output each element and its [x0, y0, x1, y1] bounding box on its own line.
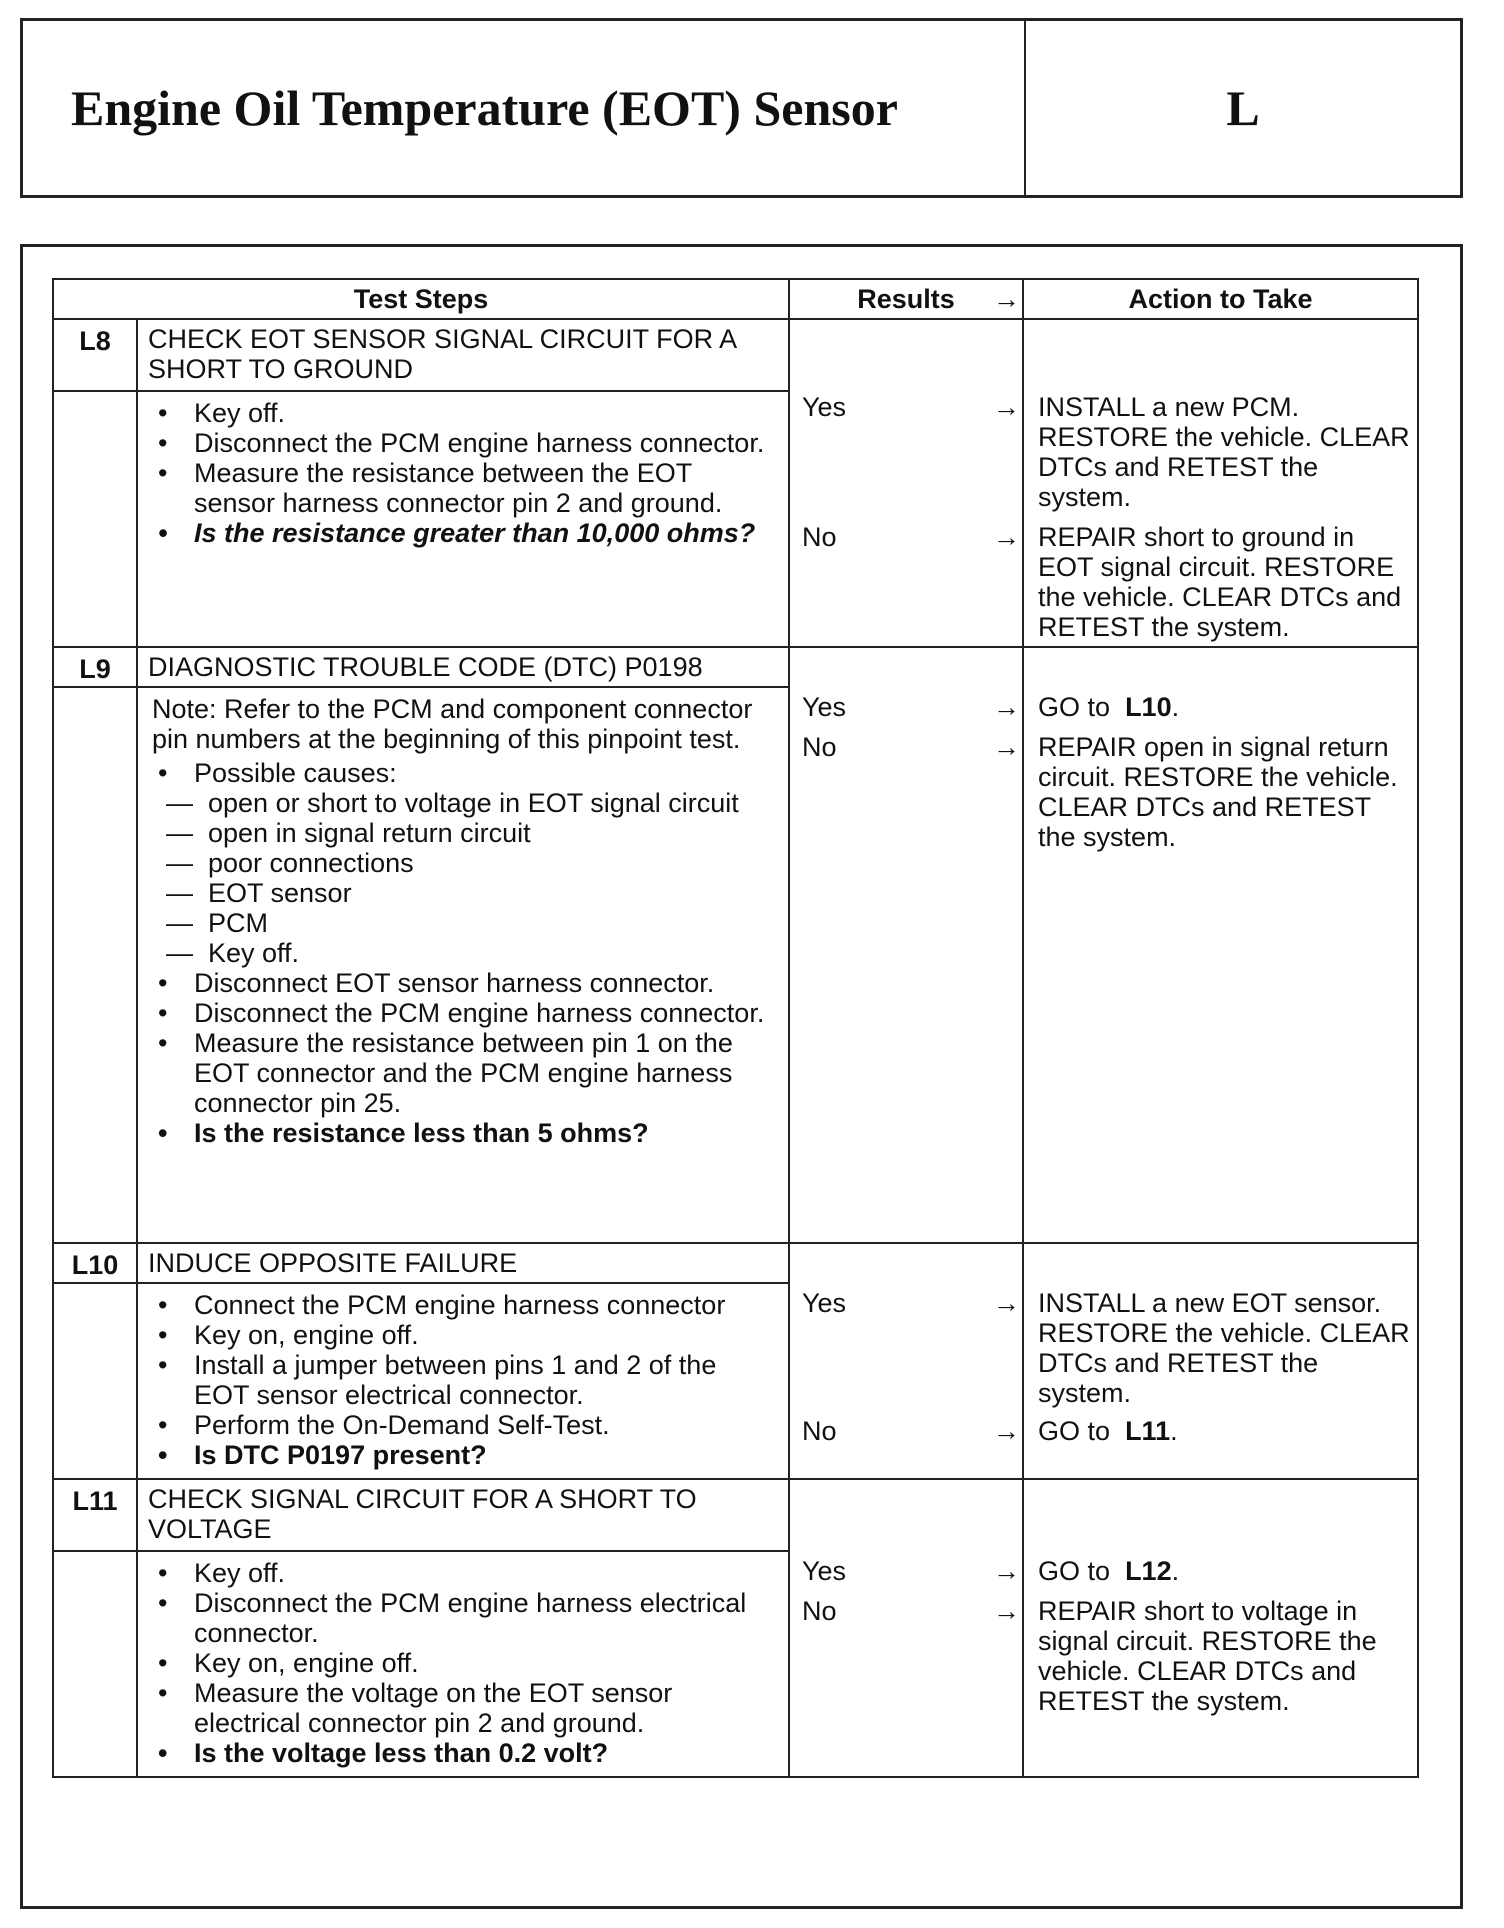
arrow-icon: →: [993, 392, 1021, 422]
action-yes: GO to L12.: [1038, 1556, 1180, 1586]
step-title: INDUCE OPPOSITE FAILURE: [137, 1243, 789, 1283]
list-item: • Install a jumper between pins 1 and 2 of the EOT sensor electrical connector.: [152, 1350, 778, 1410]
list-item: • Perform the On-Demand Self-Test.: [152, 1410, 778, 1440]
result-no: No: [802, 732, 837, 762]
result-yes: Yes: [802, 1556, 847, 1586]
action-yes: INSTALL a new PCM. RESTORE the vehicle. CLEAR DTCs and RETEST the system.: [1038, 392, 1410, 512]
step-title-row-l8: [53, 319, 1418, 391]
step-title-row-l11: [53, 1479, 1418, 1551]
step-question: • Is DTC P0197 present?: [152, 1440, 778, 1470]
step-id: L10: [53, 1243, 137, 1283]
list-item: • Disconnect the PCM engine harness connector.: [152, 998, 778, 1028]
list-item: • Disconnect EOT sensor harness connector.: [152, 968, 778, 998]
cause-item: — open or short to voltage in EOT signal circuit: [152, 788, 778, 818]
step-results: [789, 1243, 1023, 1479]
arrow-icon: →: [993, 692, 1021, 722]
step-id: L8: [53, 319, 137, 391]
arrow-icon: →: [993, 522, 1021, 552]
list-item: • Key off.: [152, 398, 778, 428]
step-question: • Is the voltage less than 0.2 volt?: [152, 1738, 778, 1768]
step-actions: [1023, 647, 1418, 1243]
arrow-icon: →: [993, 1288, 1021, 1318]
action-no: REPAIR short to voltage in signal circuit. RESTORE the vehicle. CLEAR DTCs and RETEST the system.: [1038, 1596, 1377, 1716]
result-yes: Yes: [802, 392, 847, 422]
step-question: • Is the resistance less than 5 ohms?: [152, 1118, 778, 1148]
pinpoint-test-table: [52, 278, 1419, 1778]
step-body: [137, 391, 789, 647]
list-item: • Key on, engine off.: [152, 1648, 778, 1678]
cause-item: — open in signal return circuit: [152, 818, 778, 848]
goto-step-link[interactable]: L12: [1125, 1556, 1172, 1586]
step-body: [137, 687, 789, 1243]
col-header-results-label: Results: [857, 284, 955, 314]
step-question: • Is the resistance greater than 10,000 ohms?: [152, 518, 778, 548]
arrow-icon: →: [993, 284, 1021, 314]
list-item: • Measure the resistance between the EOT sensor harness connector pin 2 and ground.: [152, 458, 778, 518]
list-item: • Key on, engine off.: [152, 1320, 778, 1350]
goto-step-link[interactable]: L10: [1125, 692, 1172, 722]
result-no: No: [802, 522, 837, 552]
col-header-action: Action to Take: [1023, 279, 1418, 319]
step-results: [789, 319, 1023, 647]
cause-item: — EOT sensor: [152, 878, 778, 908]
cause-item: — Key off.: [152, 938, 778, 968]
list-item: • Measure the resistance between pin 1 on the EOT connector and the PCM engine harness connector pin 25.: [152, 1028, 778, 1118]
col-header-results: [789, 279, 1023, 319]
action-yes: INSTALL a new EOT sensor. RESTORE the vehicle. CLEAR DTCs and RETEST the system.: [1038, 1288, 1410, 1408]
step-title: CHECK EOT SENSOR SIGNAL CIRCUIT FOR A SHORT TO GROUND: [137, 319, 789, 391]
step-actions: [1023, 319, 1418, 647]
step-id: L9: [53, 647, 137, 687]
result-no: No: [802, 1596, 837, 1626]
result-no: No: [802, 1416, 837, 1446]
col-header-test-steps: Test Steps: [53, 279, 789, 319]
arrow-icon: →: [993, 732, 1021, 762]
step-results: [789, 1479, 1023, 1777]
list-item: • Key off.: [152, 1558, 778, 1588]
page-title: Engine Oil Temperature (EOT) Sensor: [23, 21, 1026, 195]
arrow-icon: →: [993, 1556, 1021, 1586]
action-no: REPAIR open in signal return circuit. RESTORE the vehicle. CLEAR DTCs and RETEST the system.: [1038, 732, 1398, 852]
action-no: GO to L11.: [1038, 1416, 1178, 1446]
arrow-icon: →: [993, 1416, 1021, 1446]
step-results: [789, 647, 1023, 1243]
step-title-row-l10: [53, 1243, 1418, 1283]
step-id: L11: [53, 1479, 137, 1551]
list-item: • Possible causes: — open or short to voltage in EOT signal circuit — open in signal return circuit — poor connections — EOT sensor — PCM — Key off.: [152, 758, 778, 968]
step-actions: [1023, 1243, 1418, 1479]
list-item: • Disconnect the PCM engine harness connector.: [152, 428, 778, 458]
cause-item: — poor connections: [152, 848, 778, 878]
list-item: • Connect the PCM engine harness connector: [152, 1290, 778, 1320]
list-item: • Disconnect the PCM engine harness electrical connector.: [152, 1588, 778, 1648]
goto-step-link[interactable]: L11: [1125, 1416, 1171, 1446]
step-note: Note: Refer to the PCM and component connector pin numbers at the beginning of this pinpoint test.: [152, 694, 753, 754]
step-body: [137, 1283, 789, 1479]
step-title: CHECK SIGNAL CIRCUIT FOR A SHORT TO VOLTAGE: [137, 1479, 789, 1551]
section-code: L: [1226, 80, 1260, 136]
action-yes: GO to L10.: [1038, 692, 1180, 722]
page-header: [20, 18, 1463, 198]
arrow-icon: →: [993, 1596, 1021, 1626]
table-header-row: [53, 279, 1418, 319]
action-no: REPAIR short to ground in EOT signal circuit. RESTORE the vehicle. CLEAR DTCs and RETEST the system.: [1038, 522, 1402, 642]
result-yes: Yes: [802, 692, 847, 722]
cause-item: — PCM: [152, 908, 778, 938]
step-body: [137, 1551, 789, 1777]
list-item: • Measure the voltage on the EOT sensor electrical connector pin 2 and ground.: [152, 1678, 778, 1738]
step-title: DIAGNOSTIC TROUBLE CODE (DTC) P0198: [137, 647, 789, 687]
step-actions: [1023, 1479, 1418, 1777]
step-title-row-l9: [53, 647, 1418, 687]
result-yes: Yes: [802, 1288, 847, 1318]
